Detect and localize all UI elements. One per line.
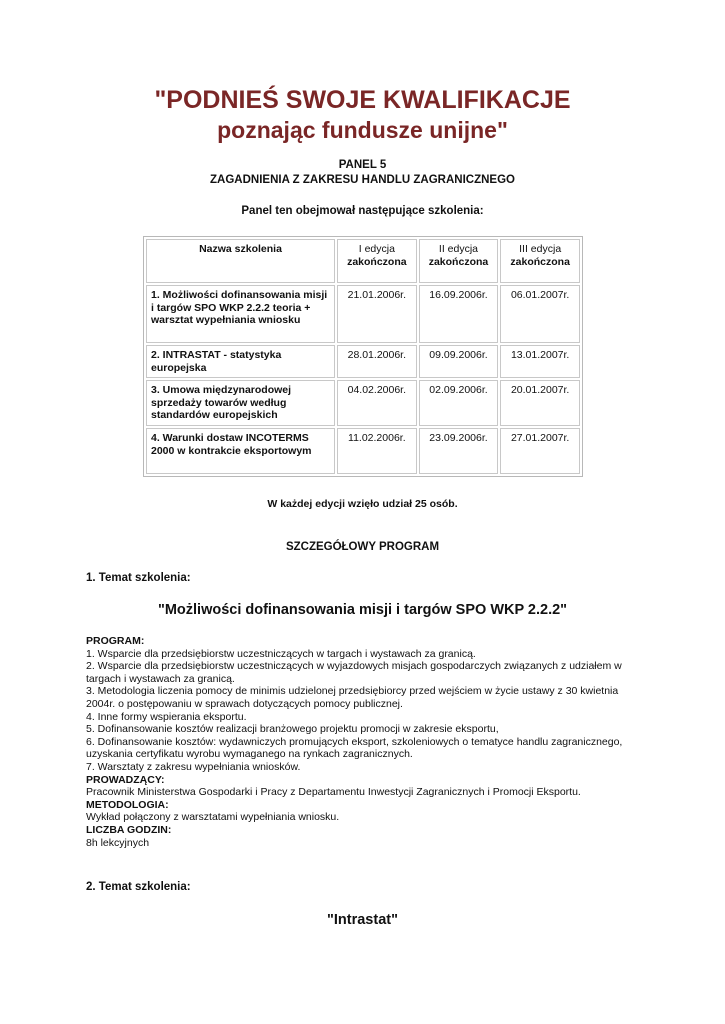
row-date-2: 02.09.2006r. [419, 380, 499, 426]
program-item: 4. Inne formy wspierania eksportu. [86, 710, 247, 723]
header-edition-1: I edycja zakończona [337, 239, 417, 283]
header-edition-2: II edycja zakończona [419, 239, 499, 283]
document-title-line2: poznając fundusze unijne" [217, 117, 508, 143]
program-item: 1. Wsparcie dla przedsiębiorstw uczestniczących w targach i wystawach za granicą. [86, 647, 476, 660]
topic1-title: "Możliwości dofinansowania misji i targów SPO WKP 2.2.2" [157, 602, 568, 618]
row-name: 1. Możliwości dofinansowania misji i targów SPO WKP 2.2.2 teoria + warsztat wypełniania wniosku [146, 285, 335, 343]
row-date-3: 13.01.2007r. [500, 345, 580, 378]
program-item: 7. Warsztaty z zakresu wypełniania wniosków. [86, 760, 301, 773]
row-date-1: 28.01.2006r. [337, 345, 417, 378]
participants-note: W każdej edycji wzięło udział 25 osób. [267, 498, 458, 510]
method-label: METODOLOGIA: [86, 798, 169, 811]
row-date-1: 21.01.2006r. [337, 285, 417, 343]
table-row [146, 428, 580, 474]
panel-intro: Panel ten obejmował następujące szkolenia: [241, 205, 484, 217]
program-item: 2. Wsparcie dla przedsiębiorstw uczestniczących w wyjazdowych misjach gospodarczych związanych z udziałem w targach i wystawach za granicą. [86, 660, 622, 685]
header-name: Nazwa szkolenia [146, 239, 335, 283]
leaders-text: Pracownik Ministerstwa Gospodarki i Pracy z Departamentu Inwestycji Zagranicznych i Promocji Eksportu. [86, 786, 581, 799]
hours-text: 8h lekcyjnych [86, 836, 150, 849]
program-heading: SZCZEGÓŁOWY PROGRAM [285, 541, 440, 553]
program-item: 3. Metodologia liczenia pomocy de minimis udzielonej przedsiębiorcy przed wejściem w życie ustawy z 30 kwietnia 2004r. o postępowaniu w sprawach dotyczących pomocy publicznej. [86, 685, 619, 710]
hours-label: LICZBA GODZIN: [86, 823, 172, 836]
table-row [146, 285, 580, 343]
row-date-3: 27.01.2007r. [500, 428, 580, 474]
table-header-row [146, 239, 580, 283]
row-name: 4. Warunki dostaw INCOTERMS 2000 w kontrakcie eksportowym [146, 428, 335, 474]
leaders-label: PROWADZĄCY: [86, 773, 165, 786]
panel-number: PANEL 5 [338, 159, 387, 171]
table-row [146, 345, 580, 378]
header-edition-3: III edycja zakończona [500, 239, 580, 283]
trainings-table [143, 236, 583, 477]
row-date-2: 23.09.2006r. [419, 428, 499, 474]
row-name: 2. INTRASTAT - statystyka europejska [146, 345, 335, 378]
row-date-3: 06.01.2007r. [500, 285, 580, 343]
row-date-2: 16.09.2006r. [419, 285, 499, 343]
topic2-title: "Intrastat" [327, 912, 398, 928]
row-date-3: 20.01.2007r. [500, 380, 580, 426]
panel-subtitle: ZAGADNIENIA Z ZAKRESU HANDLU ZAGRANICZNEGO [210, 174, 515, 186]
topic1-label: 1. Temat szkolenia: [86, 572, 191, 584]
topic1-details [86, 635, 646, 849]
program-item: 5. Dofinansowanie kosztów realizacji branżowego projektu promocji w zakresie eksportu, [86, 723, 499, 736]
row-date-1: 04.02.2006r. [337, 380, 417, 426]
program-label: PROGRAM: [86, 635, 145, 647]
topic2-label: 2. Temat szkolenia: [86, 881, 191, 893]
table-row [146, 380, 580, 426]
row-date-1: 11.02.2006r. [337, 428, 417, 474]
document-title-line1: "PODNIEŚ SWOJE KWALIFIKACJE [154, 86, 571, 114]
program-item: 6. Dofinansowanie kosztów: wydawniczych promujących eksport, szkoleniowych o tematyce handlu zagranicznego, uzyskania certyfikatu wyrobu wymaganego na rynkach zagranicznych. [86, 735, 623, 761]
method-text: Wykład połączony z warsztatami wypełniania wniosku. [86, 811, 340, 824]
row-date-2: 09.09.2006r. [419, 345, 499, 378]
row-name: 3. Umowa międzynarodowej sprzedaży towarów według standardów europejskich [146, 380, 335, 426]
